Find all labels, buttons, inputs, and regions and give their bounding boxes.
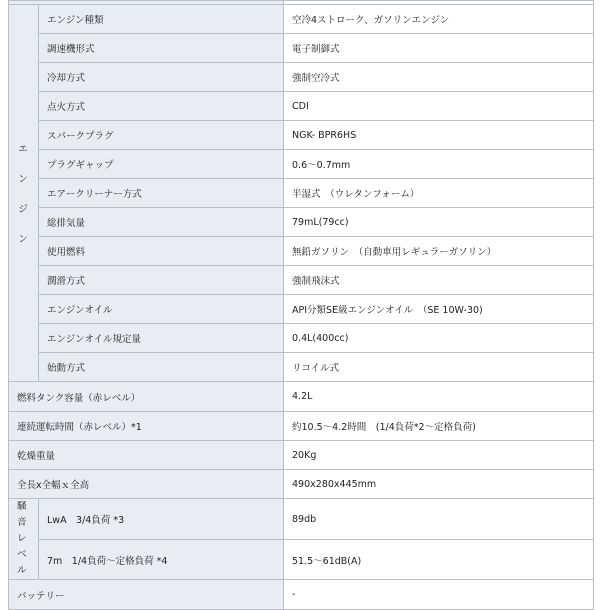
dimensions-label: 全長x全幅ｘ全高 <box>9 470 284 499</box>
table-row <box>9 382 594 412</box>
noise-sub-label: LwA 3/4負荷 *3 <box>39 499 284 540</box>
noise-level-label: 騒音 レベル <box>9 499 39 580</box>
spec-label: 始動方式 <box>39 353 284 382</box>
table-row <box>9 63 594 92</box>
spec-value: 半湿式 （ウレタンフォーム） <box>284 179 594 208</box>
spec-value: NGK- BPR6HS <box>284 121 594 150</box>
spec-label: 使用燃料 <box>39 237 284 266</box>
spec-label: スパークプラグ <box>39 121 284 150</box>
table-row <box>9 353 594 382</box>
battery-value: - <box>284 580 594 610</box>
spec-value: 0.6～0.7mm <box>284 150 594 179</box>
noise-value: 51.5～61dB(A) <box>284 540 594 580</box>
table-row <box>9 179 594 208</box>
table-row <box>9 324 594 353</box>
spec-value: 強制空冷式 <box>284 63 594 92</box>
table-row <box>9 5 594 34</box>
table-row <box>9 92 594 121</box>
table-row <box>9 470 594 499</box>
spec-value: 無鉛ガソリン （自動車用レギュラーガソリン） <box>284 237 594 266</box>
continuous-run-label: 連続運転時間（赤レベル）*1 <box>9 412 284 441</box>
table-row <box>9 441 594 470</box>
spec-label: プラグギャップ <box>39 150 284 179</box>
spec-label: エンジン種類 <box>39 5 284 34</box>
dry-weight-label: 乾燥重量 <box>9 441 284 470</box>
battery-label: バッテリー <box>9 580 284 610</box>
spec-label: 総排気量 <box>39 208 284 237</box>
table-row <box>9 266 594 295</box>
noise-value: 89db <box>284 499 594 540</box>
spec-label: 冷却方式 <box>39 63 284 92</box>
spec-label: 潤滑方式 <box>39 266 284 295</box>
continuous-run-value: 約10.5～4.2時間 (1/4負荷*2～定格負荷) <box>284 412 594 441</box>
spec-value: 79mL(79cc) <box>284 208 594 237</box>
table-row <box>9 412 594 441</box>
spec-label: エアークリーナー方式 <box>39 179 284 208</box>
table-row <box>9 499 594 540</box>
spec-value: リコイル式 <box>284 353 594 382</box>
table-row <box>9 295 594 324</box>
table-row <box>9 580 594 610</box>
spec-value: 電子制御式 <box>284 34 594 63</box>
spec-value: CDI <box>284 92 594 121</box>
table-row <box>9 150 594 179</box>
table-row <box>9 208 594 237</box>
spec-value: 強制飛沫式 <box>284 266 594 295</box>
table-row <box>9 121 594 150</box>
noise-sub-label: 7m 1/4負荷～定格負荷 *4 <box>39 540 284 580</box>
dimensions-value: 490x280x445mm <box>284 470 594 499</box>
table-row <box>9 34 594 63</box>
dry-weight-value: 20Kg <box>284 441 594 470</box>
spec-table <box>8 0 594 610</box>
fuel-tank-value: 4.2L <box>284 382 594 412</box>
engine-section-label: エンジン <box>9 5 39 382</box>
spec-value: 空冷4ストローク、ガソリンエンジン <box>284 5 594 34</box>
spec-value: API分類SE級エンジンオイル （SE 10W-30) <box>284 295 594 324</box>
fuel-tank-label: 燃料タンク容量（赤レベル） <box>9 382 284 412</box>
spec-label: エンジンオイル <box>39 295 284 324</box>
table-row <box>9 237 594 266</box>
spec-label: エンジンオイル規定量 <box>39 324 284 353</box>
spec-label: 調速機形式 <box>39 34 284 63</box>
table-row <box>9 540 594 580</box>
spec-label: 点火方式 <box>39 92 284 121</box>
spec-value: 0.4L(400cc) <box>284 324 594 353</box>
